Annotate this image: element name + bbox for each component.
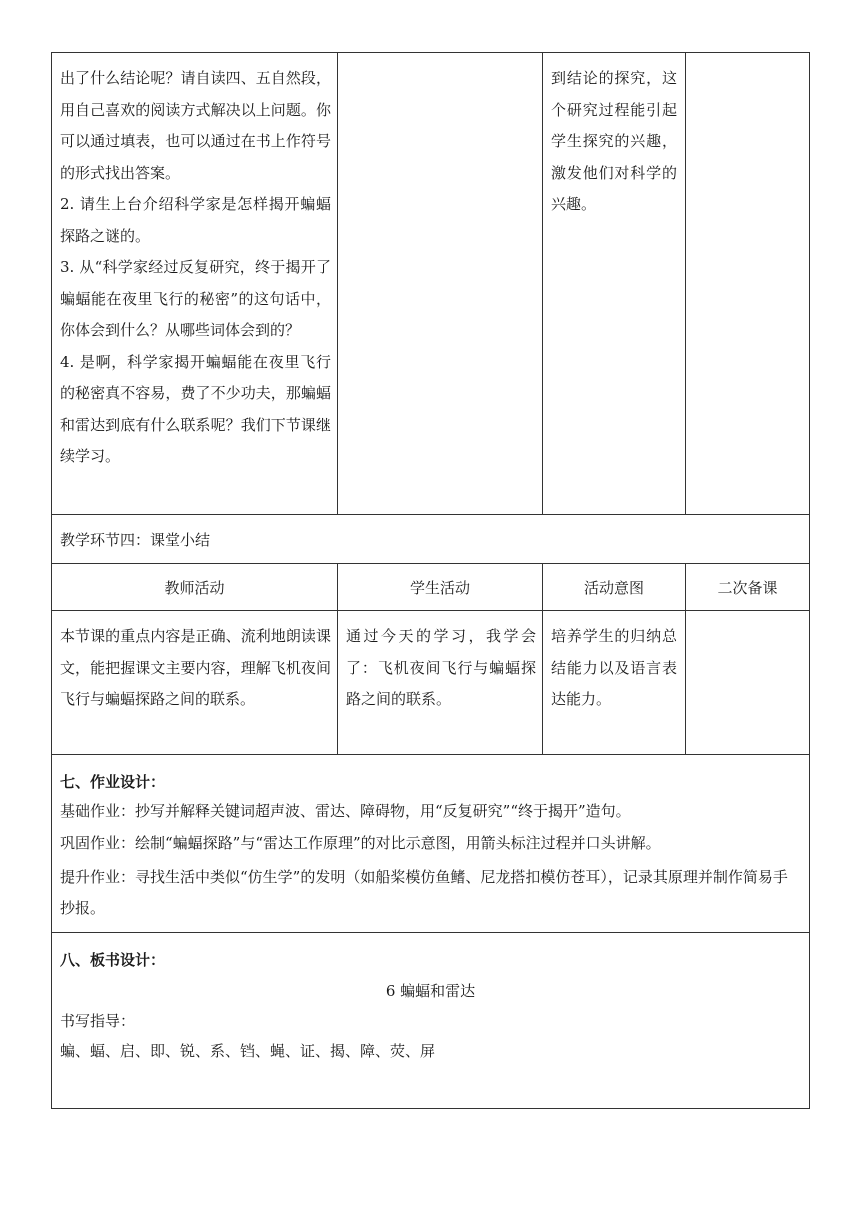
activity-intent-cell <box>543 53 686 515</box>
summary-teacher-text: 本节课的重点内容是正确、流利地朗读课文，能把握课文主要内容，理解飞机夜间飞行与蝙蝠探路之间的联系。 <box>60 627 331 708</box>
writing-guide-label: 书写指导： <box>60 1012 136 1030</box>
section4-title: 教学环节四：课堂小结 <box>52 515 810 564</box>
lesson-plan-table <box>51 52 810 1109</box>
summary-intent-text: 培养学生的归纳总结能力以及语言表达能力。 <box>551 627 677 708</box>
teacher-activity-cell <box>52 53 338 515</box>
homework-advanced: 提升作业：寻找生活中类似“仿生学”的发明（如船桨模仿鱼鳍、尼龙搭扣模仿苍耳），记录其原理并制作简易手抄报。 <box>60 868 788 917</box>
summary-intent-cell <box>543 611 686 755</box>
homework-cell <box>52 755 810 933</box>
homework-row <box>52 755 810 933</box>
homework-title: 七、作业设计： <box>60 773 166 791</box>
teacher-paragraph: 出了什么结论呢？请自读四、五自然段，用自己喜欢的阅读方式解决以上问题。你可以通过填表，也可以通过在书上作符号的形式找出答案。 <box>60 69 331 182</box>
board-design-row <box>52 933 810 1109</box>
summary-secondary-cell <box>686 611 810 755</box>
header-student-activity: 学生活动 <box>338 564 543 611</box>
board-lesson-title: 6 蝙蝠和雷达 <box>385 982 476 1000</box>
section4-title-row <box>52 515 810 564</box>
homework-consolidate: 巩固作业：绘制“蝙蝠探路”与“雷达工作原理”的对比示意图，用箭头标注过程并口头讲解。 <box>60 834 661 852</box>
summary-student-cell <box>338 611 543 755</box>
writing-guide-chars: 蝙、蝠、启、即、锐、系、铛、蝇、证、揭、障、荧、屏 <box>60 1042 436 1060</box>
board-design-cell <box>52 933 810 1109</box>
continued-activity-row <box>52 53 810 515</box>
teacher-paragraph: 2. 请生上台介绍科学家是怎样揭开蝙蝠探路之谜的。 <box>60 195 331 245</box>
summary-teacher-cell <box>52 611 338 755</box>
header-teacher-activity: 教师活动 <box>52 564 338 611</box>
board-title: 八、板书设计： <box>60 951 166 969</box>
teacher-paragraph: 3. 从“科学家经过反复研究，终于揭开了蝙蝠能在夜里飞行的秘密”的这句话中，你体会到什么？从哪些词体会到的？ <box>60 258 331 339</box>
student-activity-cell <box>338 53 543 515</box>
summary-row <box>52 611 810 755</box>
teacher-paragraph: 4. 是啊，科学家揭开蝙蝠能在夜里飞行的秘密真不容易，费了不少功夫，那蝙蝠和雷达到底有什么联系呢？我们下节课继续学习。 <box>60 352 331 465</box>
secondary-prep-cell <box>686 53 810 515</box>
header-activity-intent: 活动意图 <box>543 564 686 611</box>
header-secondary-prep: 二次备课 <box>686 564 810 611</box>
lesson-plan-sheet <box>51 52 809 1109</box>
homework-basic: 基础作业：抄写并解释关键词超声波、雷达、障碍物，用“反复研究”“终于揭开”造句。 <box>60 802 631 820</box>
summary-student-text: 通过今天的学习，我学会了：飞机夜间飞行与蝙蝠探路之间的联系。 <box>346 627 536 708</box>
intent-text: 到结论的探究，这个研究过程能引起学生探究的兴趣，激发他们对科学的兴趣。 <box>551 69 677 213</box>
column-header-row <box>52 564 810 611</box>
